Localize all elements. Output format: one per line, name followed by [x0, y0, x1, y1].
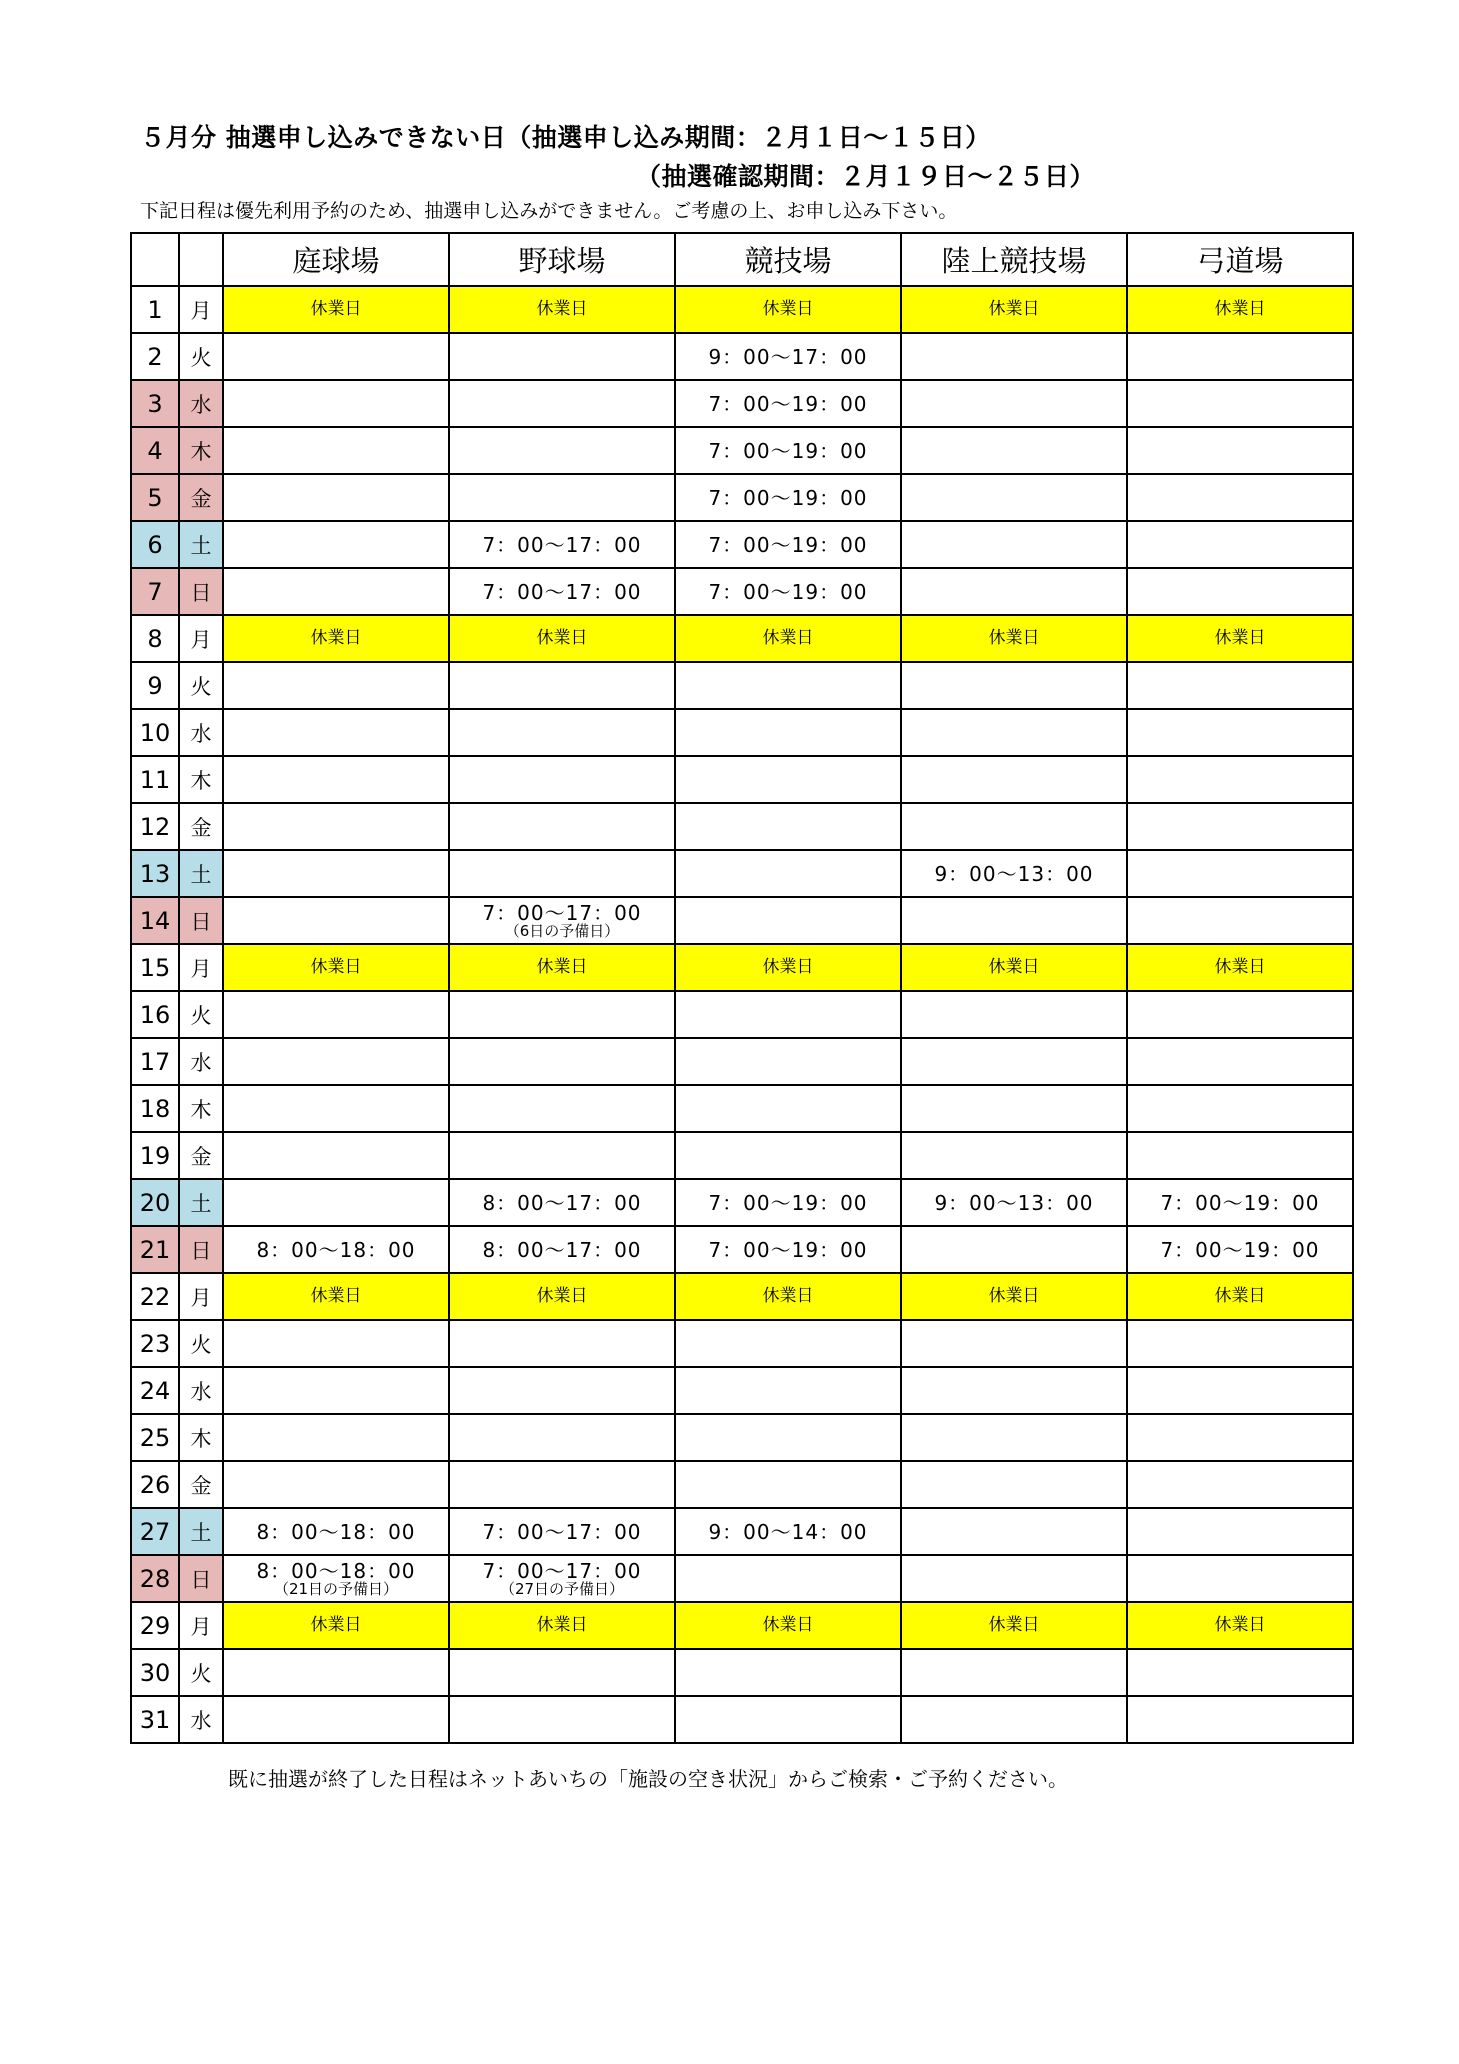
- reservation-cell: [223, 474, 449, 521]
- reservation-cell: [901, 803, 1127, 850]
- day-number: 31: [131, 1696, 179, 1743]
- schedule-row: [131, 1555, 1353, 1602]
- reservation-cell: [1127, 568, 1353, 615]
- weekday: 木: [179, 1414, 223, 1461]
- schedule-row: [131, 897, 1353, 944]
- weekday: 木: [179, 427, 223, 474]
- closed-day-cell: 休業日: [223, 1602, 449, 1649]
- reservation-cell: [449, 1508, 675, 1555]
- reservation-cell: [449, 427, 675, 474]
- page-title: ５月分 抽選申し込みできない日（抽選申し込み期間：２月１日～１５日）: [140, 123, 991, 152]
- weekday: 土: [179, 521, 223, 568]
- closed-day-cell: 休業日: [223, 1273, 449, 1320]
- reserved-time: 7：00～17：00: [482, 532, 642, 557]
- reservation-cell: [223, 1179, 449, 1226]
- reservation-cell: [675, 756, 901, 803]
- reservation-cell: [675, 333, 901, 380]
- reservation-cell: [223, 1461, 449, 1508]
- reservation-cell: [901, 1179, 1127, 1226]
- weekday: 土: [179, 1508, 223, 1555]
- reservation-cell: [449, 1367, 675, 1414]
- reservation-cell: [675, 427, 901, 474]
- schedule-table: [130, 232, 1354, 1744]
- reservation-cell: [901, 1461, 1127, 1508]
- day-number: 6: [131, 521, 179, 568]
- backup-day-note: （27日の予備日）: [499, 1579, 625, 1598]
- weekday: 水: [179, 380, 223, 427]
- weekday: 水: [179, 1038, 223, 1085]
- reservation-cell: [675, 1038, 901, 1085]
- reservation-cell: [449, 1414, 675, 1461]
- reservation-cell: [449, 1461, 675, 1508]
- reservation-cell: [223, 1226, 449, 1273]
- reserved-time: 7：00～19：00: [708, 438, 868, 463]
- day-number: 3: [131, 380, 179, 427]
- closed-day-cell: 休業日: [449, 1273, 675, 1320]
- reservation-cell: [675, 380, 901, 427]
- reservation-cell: [675, 709, 901, 756]
- closed-day-cell: 休業日: [901, 615, 1127, 662]
- closed-day-cell: 休業日: [449, 615, 675, 662]
- reservation-cell: [223, 1367, 449, 1414]
- reservation-cell: [675, 897, 901, 944]
- reservation-cell: [449, 1179, 675, 1226]
- reservation-cell: [223, 709, 449, 756]
- reserved-time: 9：00～14：00: [708, 1519, 868, 1544]
- closed-day-cell: 休業日: [901, 944, 1127, 991]
- closed-day-cell: 休業日: [675, 615, 901, 662]
- reservation-cell: [675, 991, 901, 1038]
- schedule-row: [131, 615, 1353, 662]
- reserved-time: 8：00～17：00: [482, 1237, 642, 1262]
- closed-day-cell: 休業日: [675, 1273, 901, 1320]
- closed-day-cell: 休業日: [675, 944, 901, 991]
- schedule-row: [131, 1602, 1353, 1649]
- reservation-cell: [223, 850, 449, 897]
- day-number: 24: [131, 1367, 179, 1414]
- schedule-row: [131, 1132, 1353, 1179]
- reserved-time: 7：00～19：00: [708, 579, 868, 604]
- reservation-cell: [901, 1414, 1127, 1461]
- closed-day-cell: 休業日: [223, 944, 449, 991]
- reservation-cell: [901, 380, 1127, 427]
- schedule-row: [131, 1367, 1353, 1414]
- weekday: 月: [179, 1602, 223, 1649]
- day-number: 15: [131, 944, 179, 991]
- reservation-cell: [223, 756, 449, 803]
- reservation-cell: [1127, 427, 1353, 474]
- day-number: 1: [131, 286, 179, 333]
- day-number: 13: [131, 850, 179, 897]
- reservation-cell: [449, 662, 675, 709]
- reservation-cell: [223, 1696, 449, 1743]
- reservation-cell: [449, 333, 675, 380]
- weekday: 水: [179, 1696, 223, 1743]
- reservation-cell: [223, 1555, 449, 1602]
- reservation-cell: [901, 897, 1127, 944]
- header-athletics-stadium: 陸上競技場: [901, 233, 1127, 286]
- schedule-row: [131, 1508, 1353, 1555]
- day-number: 28: [131, 1555, 179, 1602]
- weekday: 日: [179, 1555, 223, 1602]
- day-number: 23: [131, 1320, 179, 1367]
- reservation-cell: [901, 521, 1127, 568]
- weekday: 火: [179, 1649, 223, 1696]
- reservation-cell: [1127, 897, 1353, 944]
- reserved-time: 7：00～17：00: [482, 579, 642, 604]
- reservation-cell: [449, 1085, 675, 1132]
- reservation-cell: [1127, 1508, 1353, 1555]
- reservation-cell: [1127, 1179, 1353, 1226]
- schedule-row: [131, 803, 1353, 850]
- reservation-cell: [449, 474, 675, 521]
- reservation-cell: [675, 1508, 901, 1555]
- day-number: 8: [131, 615, 179, 662]
- day-number: 2: [131, 333, 179, 380]
- reservation-cell: [901, 1085, 1127, 1132]
- day-number: 20: [131, 1179, 179, 1226]
- weekday: 日: [179, 568, 223, 615]
- schedule-row: [131, 333, 1353, 380]
- day-number: 19: [131, 1132, 179, 1179]
- backup-day-note: （21日の予備日）: [273, 1579, 399, 1598]
- day-number: 25: [131, 1414, 179, 1461]
- reservation-cell: [449, 521, 675, 568]
- notice-text: 下記日程は優先利用予約のため、抽選申し込みができません。ご考慮の上、お申し込み下さい。: [140, 200, 958, 222]
- reservation-cell: [223, 1508, 449, 1555]
- reservation-cell: [675, 1555, 901, 1602]
- reservation-cell: [449, 1320, 675, 1367]
- weekday: 火: [179, 662, 223, 709]
- schedule-row: [131, 944, 1353, 991]
- reservation-cell: [223, 1132, 449, 1179]
- day-number: 9: [131, 662, 179, 709]
- reserved-time: 7：00～19：00: [1160, 1190, 1320, 1215]
- weekday: 木: [179, 1085, 223, 1132]
- reservation-cell: [1127, 662, 1353, 709]
- weekday: 金: [179, 803, 223, 850]
- reserved-time: 7：00～19：00: [708, 1190, 868, 1215]
- day-number: 10: [131, 709, 179, 756]
- reserved-time: 7：00～17：00: [482, 1519, 642, 1544]
- schedule-row: [131, 1226, 1353, 1273]
- reservation-cell: [675, 1414, 901, 1461]
- schedule-row: [131, 1414, 1353, 1461]
- reservation-cell: [223, 1320, 449, 1367]
- weekday: 金: [179, 474, 223, 521]
- reservation-cell: [449, 897, 675, 944]
- reservation-cell: [901, 1508, 1127, 1555]
- day-number: 18: [131, 1085, 179, 1132]
- reservation-cell: [1127, 1555, 1353, 1602]
- reservation-cell: [223, 521, 449, 568]
- reservation-cell: [675, 1132, 901, 1179]
- closed-day-cell: 休業日: [901, 1273, 1127, 1320]
- closed-day-cell: 休業日: [223, 615, 449, 662]
- closed-day-cell: 休業日: [1127, 615, 1353, 662]
- reserved-time: 7：00～19：00: [708, 391, 868, 416]
- reservation-cell: [675, 568, 901, 615]
- schedule-row: [131, 850, 1353, 897]
- reservation-cell: [223, 1649, 449, 1696]
- reservation-cell: [223, 427, 449, 474]
- day-number: 16: [131, 991, 179, 1038]
- reservation-cell: [449, 568, 675, 615]
- schedule-row: [131, 1179, 1353, 1226]
- reservation-cell: [675, 1226, 901, 1273]
- weekday: 月: [179, 944, 223, 991]
- schedule-row: [131, 474, 1353, 521]
- reservation-cell: [901, 662, 1127, 709]
- reservation-cell: [675, 1085, 901, 1132]
- confirmation-period: （抽選確認期間：２月１９日～２５日）: [636, 162, 1096, 191]
- reservation-cell: [1127, 521, 1353, 568]
- reservation-cell: [1127, 803, 1353, 850]
- closed-day-cell: 休業日: [449, 944, 675, 991]
- weekday: 土: [179, 850, 223, 897]
- weekday: 水: [179, 1367, 223, 1414]
- reservation-cell: [675, 1367, 901, 1414]
- closed-day-cell: 休業日: [449, 286, 675, 333]
- closed-day-cell: 休業日: [1127, 286, 1353, 333]
- reserved-time: 8：00～18：00: [256, 1519, 416, 1544]
- reserved-time: 7：00～19：00: [708, 1237, 868, 1262]
- schedule-row: [131, 1273, 1353, 1320]
- weekday: 月: [179, 286, 223, 333]
- day-number: 27: [131, 1508, 179, 1555]
- reservation-cell: [223, 991, 449, 1038]
- header-archery-range: 弓道場: [1127, 233, 1353, 286]
- closed-day-cell: 休業日: [223, 286, 449, 333]
- reservation-cell: [1127, 1132, 1353, 1179]
- reservation-cell: [223, 333, 449, 380]
- reservation-cell: [675, 1320, 901, 1367]
- reservation-cell: [449, 1132, 675, 1179]
- reservation-cell: [449, 756, 675, 803]
- reservation-cell: [675, 474, 901, 521]
- backup-day-note: （6日の予備日）: [504, 921, 620, 940]
- reserved-time: 7：00～19：00: [708, 485, 868, 510]
- day-number: 12: [131, 803, 179, 850]
- day-number: 7: [131, 568, 179, 615]
- reservation-cell: [223, 897, 449, 944]
- reservation-cell: [449, 1696, 675, 1743]
- reservation-cell: [675, 662, 901, 709]
- closed-day-cell: 休業日: [1127, 1602, 1353, 1649]
- reservation-cell: [1127, 991, 1353, 1038]
- reservation-cell: [223, 1038, 449, 1085]
- reservation-cell: [675, 1696, 901, 1743]
- reservation-cell: [449, 850, 675, 897]
- weekday: 火: [179, 333, 223, 380]
- schedule-row: [131, 1649, 1353, 1696]
- reservation-cell: [901, 850, 1127, 897]
- weekday: 金: [179, 1132, 223, 1179]
- reservation-cell: [449, 380, 675, 427]
- header-day: [131, 233, 179, 286]
- reservation-cell: [901, 756, 1127, 803]
- closed-day-cell: 休業日: [1127, 1273, 1353, 1320]
- reservation-cell: [1127, 1461, 1353, 1508]
- header-weekday: [179, 233, 223, 286]
- reservation-cell: [1127, 1696, 1353, 1743]
- header-row: [131, 233, 1353, 286]
- closed-day-cell: 休業日: [1127, 944, 1353, 991]
- closed-day-cell: 休業日: [675, 1602, 901, 1649]
- reserved-time: 9：00～17：00: [708, 344, 868, 369]
- reserved-time: 9：00～13：00: [934, 1190, 1094, 1215]
- reserved-time: 7：00～17：00: [482, 900, 642, 925]
- reservation-cell: [901, 1038, 1127, 1085]
- weekday: 月: [179, 615, 223, 662]
- reservation-cell: [901, 1132, 1127, 1179]
- schedule-row: [131, 1085, 1353, 1132]
- day-number: 17: [131, 1038, 179, 1085]
- reservation-cell: [901, 474, 1127, 521]
- reservation-cell: [1127, 1414, 1353, 1461]
- weekday: 火: [179, 991, 223, 1038]
- day-number: 14: [131, 897, 179, 944]
- reserved-time: 8：00～18：00: [256, 1237, 416, 1262]
- reserved-time: 7：00～17：00: [482, 1558, 642, 1583]
- schedule-row: [131, 1696, 1353, 1743]
- reservation-cell: [901, 1320, 1127, 1367]
- schedule-row: [131, 1038, 1353, 1085]
- closed-day-cell: 休業日: [675, 286, 901, 333]
- header-stadium: 競技場: [675, 233, 901, 286]
- day-number: 21: [131, 1226, 179, 1273]
- reservation-cell: [1127, 1038, 1353, 1085]
- closed-day-cell: 休業日: [901, 286, 1127, 333]
- weekday: 金: [179, 1461, 223, 1508]
- schedule-row: [131, 991, 1353, 1038]
- weekday: 水: [179, 709, 223, 756]
- reservation-cell: [449, 991, 675, 1038]
- reservation-cell: [901, 568, 1127, 615]
- reserved-time: 9：00～13：00: [934, 861, 1094, 886]
- schedule-row: [131, 709, 1353, 756]
- day-number: 11: [131, 756, 179, 803]
- footer-note: 既に抽選が終了した日程はネットあいちの「施設の空き状況」からご検索・ご予約ください。: [228, 1767, 1068, 1791]
- reservation-cell: [223, 803, 449, 850]
- reservation-cell: [223, 568, 449, 615]
- reservation-cell: [223, 1085, 449, 1132]
- reservation-cell: [901, 333, 1127, 380]
- reservation-cell: [901, 1649, 1127, 1696]
- day-number: 26: [131, 1461, 179, 1508]
- reservation-cell: [1127, 1226, 1353, 1273]
- weekday: 日: [179, 897, 223, 944]
- reservation-cell: [1127, 850, 1353, 897]
- weekday: 月: [179, 1273, 223, 1320]
- schedule-row: [131, 427, 1353, 474]
- header-baseball-field: 野球場: [449, 233, 675, 286]
- reservation-cell: [675, 1179, 901, 1226]
- reservation-cell: [1127, 1085, 1353, 1132]
- reserved-time: 8：00～18：00: [256, 1558, 416, 1583]
- reservation-cell: [449, 709, 675, 756]
- reservation-cell: [901, 709, 1127, 756]
- weekday: 日: [179, 1226, 223, 1273]
- reserved-time: 7：00～19：00: [1160, 1237, 1320, 1262]
- reservation-cell: [675, 521, 901, 568]
- closed-day-cell: 休業日: [449, 1602, 675, 1649]
- schedule-row: [131, 521, 1353, 568]
- schedule-row: [131, 662, 1353, 709]
- reservation-cell: [449, 1555, 675, 1602]
- reservation-cell: [449, 1038, 675, 1085]
- reservation-cell: [1127, 380, 1353, 427]
- reservation-cell: [449, 1649, 675, 1696]
- schedule-body: [131, 286, 1353, 1743]
- weekday: 木: [179, 756, 223, 803]
- reserved-time: 8：00～17：00: [482, 1190, 642, 1215]
- day-number: 22: [131, 1273, 179, 1320]
- schedule-row: [131, 380, 1353, 427]
- reservation-cell: [675, 803, 901, 850]
- schedule-row: [131, 286, 1353, 333]
- reservation-cell: [675, 850, 901, 897]
- closed-day-cell: 休業日: [901, 1602, 1127, 1649]
- reservation-cell: [223, 662, 449, 709]
- reservation-cell: [223, 1414, 449, 1461]
- reservation-cell: [901, 1226, 1127, 1273]
- day-number: 4: [131, 427, 179, 474]
- reservation-cell: [675, 1649, 901, 1696]
- weekday: 火: [179, 1320, 223, 1367]
- reservation-cell: [901, 1367, 1127, 1414]
- header-tennis-court: 庭球場: [223, 233, 449, 286]
- schedule-row: [131, 1320, 1353, 1367]
- reserved-time: 7：00～19：00: [708, 532, 868, 557]
- schedule-row: [131, 1461, 1353, 1508]
- reservation-cell: [675, 1461, 901, 1508]
- reservation-cell: [1127, 1367, 1353, 1414]
- reservation-cell: [1127, 1320, 1353, 1367]
- reservation-cell: [1127, 756, 1353, 803]
- schedule-row: [131, 756, 1353, 803]
- reservation-cell: [1127, 333, 1353, 380]
- day-number: 5: [131, 474, 179, 521]
- schedule-row: [131, 568, 1353, 615]
- reservation-cell: [449, 803, 675, 850]
- reservation-cell: [1127, 709, 1353, 756]
- reservation-cell: [1127, 474, 1353, 521]
- reservation-cell: [1127, 1649, 1353, 1696]
- day-number: 30: [131, 1649, 179, 1696]
- weekday: 土: [179, 1179, 223, 1226]
- reservation-cell: [901, 427, 1127, 474]
- reservation-cell: [901, 991, 1127, 1038]
- reservation-cell: [901, 1555, 1127, 1602]
- day-number: 29: [131, 1602, 179, 1649]
- reservation-cell: [223, 380, 449, 427]
- reservation-cell: [449, 1226, 675, 1273]
- reservation-cell: [901, 1696, 1127, 1743]
